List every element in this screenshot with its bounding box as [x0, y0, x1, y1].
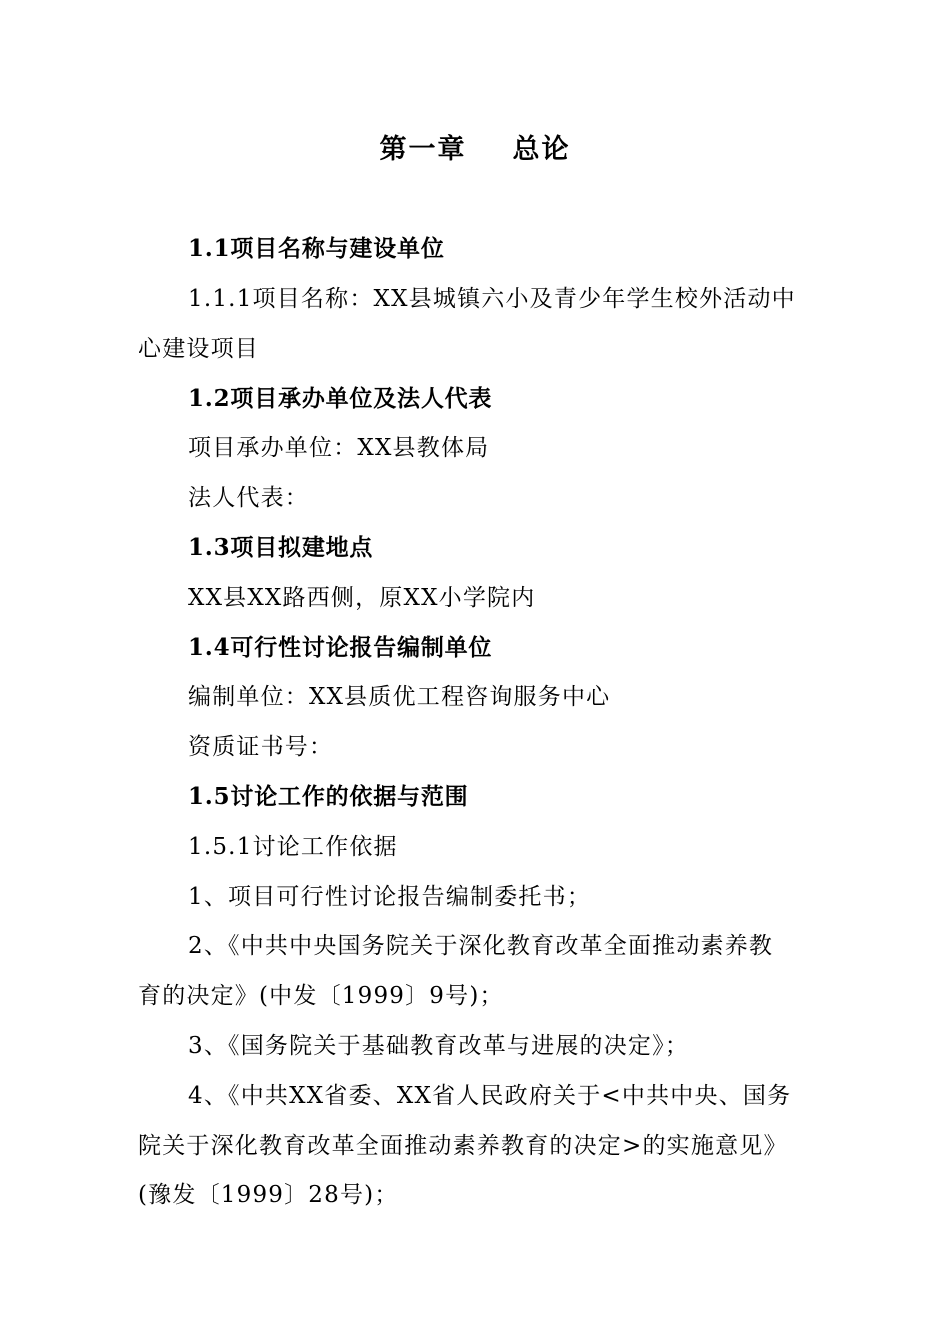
section-heading-1-4: 1.4可行性讨论报告编制单位 — [188, 634, 493, 661]
list-item: 2、《中共中央国务院关于深化教育改革全面推动素养教 — [188, 933, 774, 959]
paragraph-line: 1.1.1项目名称：XX县城镇六小及青少年学生校外活动中 — [188, 286, 796, 312]
list-item: 4、《中共XX省委、XX省人民政府关于<中共中央、国务 — [188, 1083, 792, 1109]
chapter-name: 总论 — [512, 134, 571, 165]
list-item-continuation: (豫发〔1999〕28号)； — [138, 1182, 399, 1208]
paragraph-line: XX县XX路西侧，原XX小学院内 — [188, 585, 536, 611]
list-item: 3、《国务院关于基础教育改革与进展的决定》； — [188, 1033, 690, 1059]
paragraph-line: 法人代表： — [188, 485, 309, 511]
paragraph-line: 项目承办单位：XX县教体局 — [188, 435, 490, 461]
list-item: 1、项目可行性讨论报告编制委托书； — [188, 884, 592, 910]
section-heading-1-3: 1.3项目拟建地点 — [188, 534, 374, 561]
paragraph-line: 心建设项目 — [138, 336, 259, 362]
chapter-title — [0, 128, 950, 172]
section-heading-1-2: 1.2项目承办单位及法人代表 — [188, 385, 493, 412]
list-item-continuation: 院关于深化教育改革全面推动素养教育的决定>的实施意见》 — [138, 1133, 788, 1159]
paragraph-line: 资质证书号： — [188, 734, 334, 760]
paragraph-line: 1.5.1讨论工作依据 — [188, 834, 398, 860]
chapter-number: 第一章 — [379, 134, 467, 165]
section-heading-1-5: 1.5讨论工作的依据与范围 — [188, 783, 469, 810]
section-heading-1-1: 1.1项目名称与建设单位 — [188, 235, 445, 262]
paragraph-line: 编制单位：XX县质优工程咨询服务中心 — [188, 684, 611, 710]
list-item-continuation: 育的决定》(中发〔1999〕9号)； — [138, 983, 504, 1009]
